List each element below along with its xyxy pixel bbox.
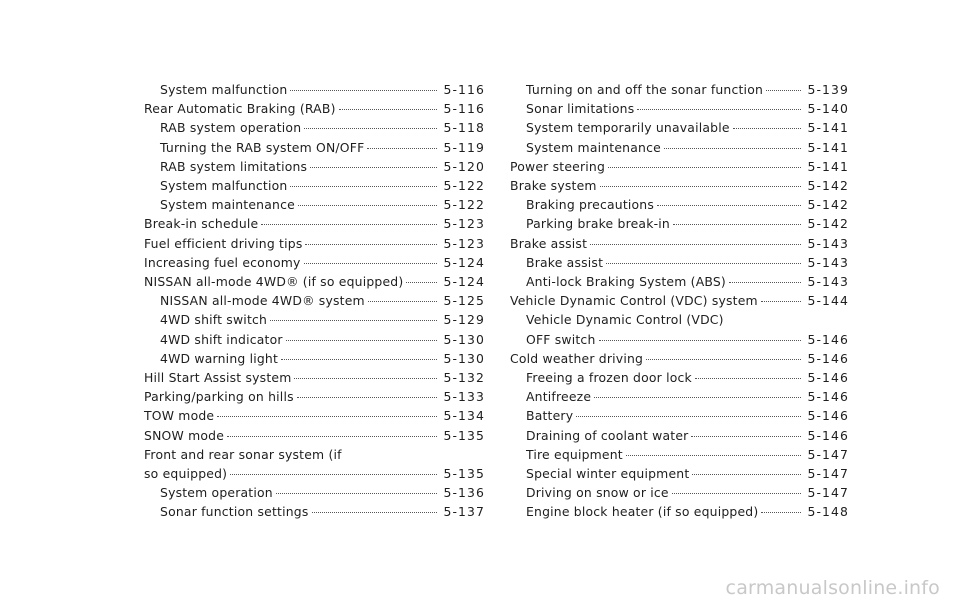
toc-entry[interactable] [144, 330, 485, 349]
toc-entry-page: 5-141 [807, 120, 849, 136]
toc-entry-page: 5-141 [807, 158, 849, 174]
toc-entry-title: Anti-lock Braking System (ABS) [526, 274, 726, 290]
toc-entry-page: 5-146 [807, 370, 849, 386]
dot-leader [261, 224, 437, 225]
toc-entry[interactable] [144, 176, 485, 195]
toc-entry-title: Rear Automatic Braking (RAB) [144, 101, 336, 117]
toc-entry-line2 [526, 330, 849, 349]
toc-entry-page: 5-120 [443, 158, 485, 174]
toc-entry-title: Special winter equipment [526, 466, 690, 482]
toc-entry-page: 5-146 [807, 331, 849, 347]
toc-entry-page: 5-125 [443, 293, 485, 309]
toc-entry-title: so equipped) [144, 466, 228, 482]
toc-entry-title: NISSAN all-mode 4WD® (if so equipped) [144, 274, 404, 290]
toc-entry-title: Antifreeze [526, 389, 592, 405]
toc-entry-title: System temporarily unavailable [526, 120, 730, 136]
toc-entry[interactable] [510, 118, 849, 137]
toc-entry-title: Driving on snow or ice [526, 485, 669, 501]
toc-entry-page: 5-137 [443, 504, 485, 520]
toc-entry-page: 5-143 [807, 254, 849, 270]
toc-entry[interactable] [510, 483, 849, 502]
toc-entry[interactable] [510, 214, 849, 233]
dot-leader [281, 359, 437, 360]
toc-left-column [144, 80, 485, 522]
toc-entry-page: 5-142 [807, 178, 849, 194]
toc-entry-page: 5-123 [443, 235, 485, 251]
dot-leader [310, 167, 437, 168]
toc-entry[interactable] [144, 368, 485, 387]
toc-entry-page: 5-123 [443, 216, 485, 232]
dot-leader [290, 186, 437, 187]
toc-entry[interactable] [144, 234, 485, 253]
dot-leader [664, 148, 802, 149]
dot-leader [230, 474, 437, 475]
toc-entry-page: 5-147 [807, 446, 849, 462]
toc-entry-title: Brake assist [510, 235, 588, 251]
toc-entry-title: Engine block heater (if so equipped) [526, 504, 759, 520]
dot-leader [406, 282, 437, 283]
toc-entry-title: TOW mode [144, 408, 215, 424]
toc-entry-title: Increasing fuel economy [144, 254, 301, 270]
toc-entry-title: Front and rear sonar system (if [144, 446, 342, 462]
dot-leader [637, 109, 801, 110]
toc-entry[interactable] [510, 253, 849, 272]
toc-entry-title: Parking brake break-in [526, 216, 670, 232]
toc-entry-title: RAB system operation [160, 120, 302, 136]
toc-entry[interactable] [144, 406, 485, 425]
toc-entry[interactable] [510, 138, 849, 157]
dot-leader [599, 340, 802, 341]
toc-entry-title: Vehicle Dynamic Control (VDC) system [510, 293, 758, 309]
toc-entry[interactable] [144, 426, 485, 445]
toc-entry-page: 5-122 [443, 197, 485, 213]
dot-leader [606, 263, 801, 264]
toc-entry-title: System maintenance [160, 197, 295, 213]
toc-entry[interactable] [144, 118, 485, 137]
toc-entry[interactable] [510, 368, 849, 387]
toc-entry[interactable] [144, 291, 485, 310]
dot-leader [590, 244, 801, 245]
toc-entry[interactable] [510, 195, 849, 214]
toc-entry-title: Turning the RAB system ON/OFF [160, 139, 365, 155]
toc-entry-title: Draining of coolant water [526, 427, 689, 443]
toc-entry-page: 5-141 [807, 139, 849, 155]
dot-leader [692, 474, 801, 475]
dot-leader [304, 263, 438, 264]
toc-entry[interactable] [510, 157, 849, 176]
toc-entry[interactable] [144, 502, 485, 521]
dot-leader [339, 109, 438, 110]
toc-entry-page: 5-139 [807, 82, 849, 97]
toc-entry[interactable] [510, 310, 849, 348]
toc-entry-title: 4WD shift indicator [160, 331, 283, 347]
toc-entry-title: System maintenance [526, 139, 661, 155]
dot-leader [270, 320, 437, 321]
dot-leader [367, 148, 437, 149]
toc-entry[interactable] [144, 195, 485, 214]
dot-leader [673, 224, 802, 225]
toc-entry[interactable] [510, 387, 849, 406]
dot-leader [766, 90, 801, 91]
toc-entry-page: 5-136 [443, 485, 485, 501]
toc-entry[interactable] [510, 426, 849, 445]
toc-entry[interactable] [144, 445, 485, 483]
toc-entry[interactable] [510, 176, 849, 195]
toc-entry-title: NISSAN all-mode 4WD® system [160, 293, 365, 309]
dot-leader [594, 397, 801, 398]
toc-entry[interactable] [144, 483, 485, 502]
dot-leader [297, 397, 438, 398]
toc-entry-title: SNOW mode [144, 427, 225, 443]
toc-entry[interactable] [144, 349, 485, 368]
toc-entry[interactable] [510, 445, 849, 464]
toc-entry-title: Tire equipment [526, 446, 623, 462]
toc-entry[interactable] [144, 80, 485, 99]
toc-entry-title: Parking/parking on hills [144, 389, 294, 405]
toc-entry[interactable] [510, 349, 849, 368]
toc-entry[interactable] [510, 291, 849, 310]
toc-entry-title: Hill Start Assist system [144, 370, 292, 386]
toc-entry-title: Turning on and off the sonar function [526, 82, 764, 97]
toc-entry-title: Sonar limitations [526, 101, 635, 117]
dot-leader [304, 128, 437, 129]
toc-right-column [510, 80, 849, 522]
toc-entry[interactable] [510, 464, 849, 483]
toc-entry-page: 5-132 [443, 370, 485, 386]
toc-entry-title: Freeing a frozen door lock [526, 370, 692, 386]
toc-entry-page: 5-130 [443, 331, 485, 347]
toc-entry-page: 5-143 [807, 235, 849, 251]
toc-entry[interactable] [510, 80, 849, 99]
watermark: carmanualsonline.info [725, 577, 940, 599]
dot-leader [305, 244, 437, 245]
dot-leader [227, 436, 437, 437]
dot-leader [729, 282, 802, 283]
dot-leader [657, 205, 801, 206]
toc-entry-line2 [144, 464, 485, 483]
toc-entry-page: 5-142 [807, 197, 849, 213]
dot-leader [672, 493, 802, 494]
toc-entry-page: 5-142 [807, 216, 849, 232]
toc-entry[interactable] [144, 310, 485, 329]
toc-entry-title: 4WD warning light [160, 350, 279, 366]
toc-entry-title: Battery [526, 408, 574, 424]
dot-leader [286, 340, 438, 341]
dot-leader [761, 301, 802, 302]
toc-entry-page: 5-122 [443, 178, 485, 194]
dot-leader [695, 378, 802, 379]
toc-entry-title: Sonar function settings [160, 504, 309, 520]
toc-entry[interactable] [144, 387, 485, 406]
toc-entry-title: OFF switch [526, 331, 596, 347]
toc-entry-title: Vehicle Dynamic Control (VDC) [526, 312, 724, 328]
dot-leader [217, 416, 437, 417]
toc-entry-page: 5-148 [807, 504, 849, 520]
dot-leader [294, 378, 437, 379]
toc-entry-title: System operation [160, 485, 273, 501]
dot-leader [626, 455, 802, 456]
toc-entry[interactable] [510, 272, 849, 291]
dot-leader [368, 301, 438, 302]
toc-entry-page: 5-133 [443, 389, 485, 405]
toc-entry[interactable] [510, 502, 849, 521]
dot-leader [691, 436, 801, 437]
toc-entry[interactable] [144, 157, 485, 176]
toc-entry-page: 5-116 [443, 101, 485, 117]
toc-entry-page: 5-124 [443, 254, 485, 270]
dot-leader [600, 186, 802, 187]
toc-entry-page: 5-146 [807, 408, 849, 424]
toc-entry-page: 5-143 [807, 274, 849, 290]
toc-entry[interactable] [510, 234, 849, 253]
toc-entry-page: 5-146 [807, 350, 849, 366]
toc-entry[interactable] [144, 99, 485, 118]
dot-leader [576, 416, 801, 417]
toc-entry-page: 5-135 [443, 466, 485, 482]
toc-entry-page: 5-124 [443, 274, 485, 290]
toc-entry-title: Cold weather driving [510, 350, 644, 366]
toc-entry-title: Fuel efficient driving tips [144, 235, 303, 251]
dot-leader [290, 90, 437, 91]
toc-entry-title: Power steering [510, 158, 606, 174]
toc-entry[interactable] [510, 99, 849, 118]
toc-entry-page: 5-140 [807, 101, 849, 117]
toc-entry-page: 5-144 [807, 293, 849, 309]
dot-leader [608, 167, 801, 168]
toc-entry-title: Brake assist [526, 254, 604, 270]
toc-entry-page: 5-135 [443, 427, 485, 443]
toc-entry-title: System malfunction [160, 178, 288, 194]
toc-entry-page: 5-130 [443, 350, 485, 366]
toc-entry[interactable] [144, 253, 485, 272]
toc-entry-title: 4WD shift switch [160, 312, 268, 328]
dot-leader [312, 512, 438, 513]
toc-entry[interactable] [144, 138, 485, 157]
toc-entry-title: System malfunction [160, 82, 288, 97]
toc-entry-title: Braking precautions [526, 197, 655, 213]
toc-entry-page: 5-147 [807, 466, 849, 482]
toc-entry-page: 5-146 [807, 427, 849, 443]
toc-entry-page: 5-119 [443, 139, 485, 155]
dot-leader [733, 128, 802, 129]
dot-leader [276, 493, 438, 494]
toc-entry[interactable] [510, 406, 849, 425]
dot-leader [646, 359, 801, 360]
dot-leader [761, 512, 801, 513]
dot-leader [298, 205, 438, 206]
toc-entry-page: 5-116 [443, 82, 485, 97]
toc-entry-title: RAB system limitations [160, 158, 308, 174]
toc-entry-page: 5-146 [807, 389, 849, 405]
toc-entry-page: 5-147 [807, 485, 849, 501]
toc-entry-page: 5-134 [443, 408, 485, 424]
toc-entry-title: Brake system [510, 178, 597, 194]
toc-entry-page: 5-129 [443, 312, 485, 328]
toc-entry[interactable] [144, 214, 485, 233]
toc-entry[interactable] [144, 272, 485, 291]
toc-entry-page: 5-118 [443, 120, 485, 136]
toc-entry-title: Break-in schedule [144, 216, 259, 232]
